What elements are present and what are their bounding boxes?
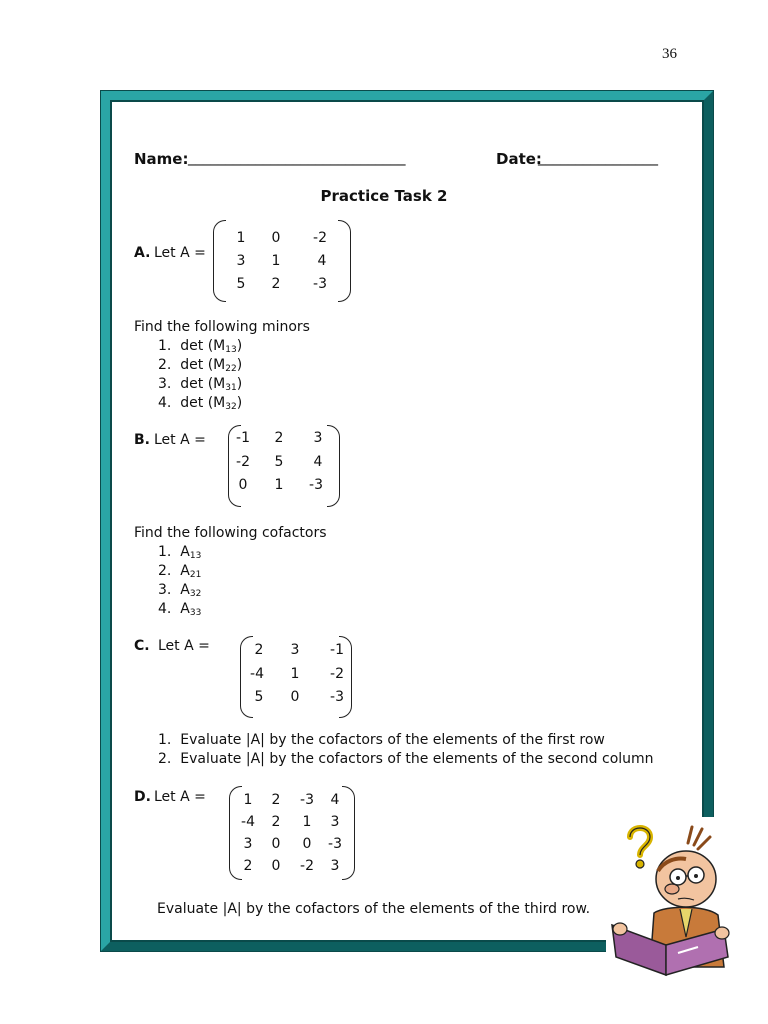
matrix-b-cell: 3 [313, 430, 323, 446]
section-b-label: B. [134, 432, 150, 448]
matrix-a-cell: 5 [236, 276, 246, 292]
matrix-a-cell: 1 [236, 230, 246, 246]
matrix-d-cell: 3 [243, 836, 253, 852]
matrix-d-cell: 2 [243, 858, 253, 874]
list-item: 1. $\det (M_{13})$ [158, 338, 243, 355]
matrix-c-cell: -1 [330, 642, 344, 658]
matrix-d-cell: 1 [243, 792, 253, 808]
confused-reader-cartoon-icon [606, 817, 731, 977]
matrix-d-cell: 0 [271, 858, 281, 874]
matrix-a-cell: 4 [317, 253, 327, 269]
date-blank: ________________ [538, 148, 658, 166]
matrix-d-cell: -3 [300, 792, 314, 808]
matrix-d-cell: 0 [302, 836, 312, 852]
matrix-b-cell: 2 [274, 430, 284, 446]
list-item: 3. $A_{32}$ [158, 582, 202, 599]
section-c-let: Let A = [158, 638, 210, 654]
section-a-label: A. [134, 245, 151, 261]
matrix-a-cell: -2 [313, 230, 327, 246]
matrix-a-left-paren [213, 220, 226, 302]
matrix-c-cell: 3 [290, 642, 300, 658]
section-d-let: Let A = [154, 789, 206, 805]
matrix-d-cell: 2 [271, 814, 281, 830]
list-item: 2. Evaluate |A| by the cofactors of the elements of the second column [158, 751, 654, 767]
list-item: 4. $\det (M_{32})$ [158, 395, 243, 412]
matrix-c-cell: 5 [254, 689, 264, 705]
matrix-d-cell: 3 [330, 858, 340, 874]
matrix-c-cell: 0 [290, 689, 300, 705]
page-title: Practice Task 2 [320, 187, 448, 205]
matrix-b-cell: -2 [236, 454, 250, 470]
matrix-b [228, 425, 340, 507]
matrix-b-cell: 4 [313, 454, 323, 470]
matrix-b-cell: 5 [274, 454, 284, 470]
matrix-d-cell: 4 [330, 792, 340, 808]
matrix-a-cell: 2 [271, 276, 281, 292]
section-a-instruction: Find the following minors [134, 319, 310, 335]
name-blank: _____________________________ [188, 148, 406, 166]
section-c-label: C. [134, 638, 150, 654]
matrix-d-cell: 3 [330, 814, 340, 830]
matrix-d-cell: -3 [328, 836, 342, 852]
matrix-b-cell: 1 [274, 477, 284, 493]
section-b-instruction: Find the following cofactors [134, 525, 327, 541]
list-item: 2. $A_{21}$ [158, 563, 202, 580]
section-d-instruction: Evaluate |A| by the cofactors of the elements of the third row. [157, 901, 591, 917]
page-number: 36 [662, 46, 677, 62]
matrix-a-cell: 0 [271, 230, 281, 246]
name-label: Name: [134, 150, 189, 168]
matrix-b-cell: -3 [309, 477, 323, 493]
section-d-label: D. [134, 789, 151, 805]
matrix-a [213, 220, 351, 302]
list-item: 1. $A_{13}$ [158, 544, 202, 561]
list-item: 4. $A_{33}$ [158, 601, 202, 618]
date-label: Date: [496, 150, 542, 168]
matrix-d-cell: 2 [271, 792, 281, 808]
matrix-d-cell: -4 [241, 814, 255, 830]
matrix-c-cell: -4 [250, 666, 264, 682]
matrix-c-cell: 2 [254, 642, 264, 658]
matrix-c [240, 636, 352, 718]
matrix-d-cell: 0 [271, 836, 281, 852]
section-b-let: Let A = [154, 432, 206, 448]
list-item: 2. $\det (M_{22})$ [158, 357, 243, 374]
matrix-c-cell: 1 [290, 666, 300, 682]
matrix-d [229, 786, 355, 880]
section-a-let: Let A = [154, 245, 206, 261]
matrix-b-cell: -1 [236, 430, 250, 446]
list-item: 1. Evaluate |A| by the cofactors of the elements of the first row [158, 732, 605, 748]
list-item: 3. $\det (M_{31})$ [158, 376, 243, 393]
matrix-a-cell: -3 [313, 276, 327, 292]
matrix-d-cell: 1 [302, 814, 312, 830]
matrix-d-cell: -2 [300, 858, 314, 874]
matrix-a-cell: 1 [271, 253, 281, 269]
matrix-a-right-paren [338, 220, 351, 302]
matrix-b-cell: 0 [238, 477, 248, 493]
matrix-c-cell: -3 [330, 689, 344, 705]
matrix-c-cell: -2 [330, 666, 344, 682]
matrix-a-cell: 3 [236, 253, 246, 269]
